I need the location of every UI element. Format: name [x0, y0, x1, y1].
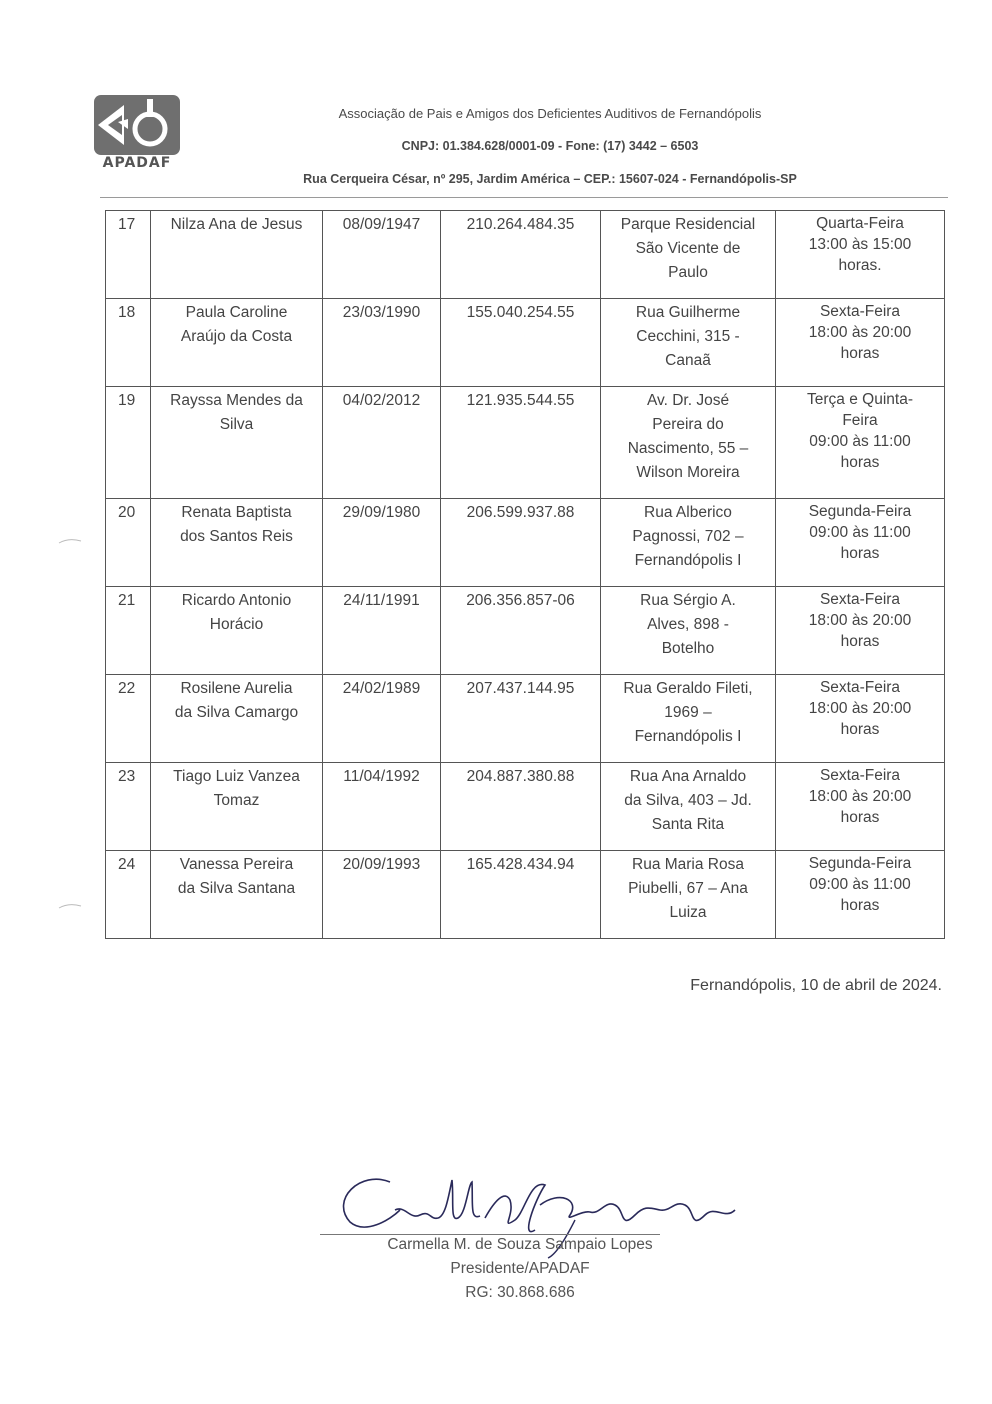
row-number-text: 17 [118, 216, 136, 233]
signatory-role: Presidente/APADAF [450, 1260, 590, 1277]
class-schedule-line: Sexta-Feira [819, 591, 901, 608]
student-address-line: São Vicente de [635, 240, 741, 257]
class-schedule [776, 851, 945, 939]
class-schedule-line: Segunda-Feira [808, 503, 912, 520]
student-name-line: Silva [219, 416, 254, 433]
class-schedule-line: Sexta-Feira [819, 679, 901, 696]
document-number [441, 211, 601, 299]
table-row [106, 675, 945, 763]
class-schedule-line: horas [840, 633, 880, 650]
class-schedule-line: Feira [842, 412, 878, 429]
student-name [151, 587, 323, 675]
class-schedule-line: 18:00 às 20:00 [808, 788, 912, 805]
row-number [106, 299, 151, 387]
apadaf-ear-logo-icon [94, 95, 180, 155]
student-name [151, 675, 323, 763]
document-number-text: 206.599.937.88 [466, 504, 575, 521]
class-schedule-line: Sexta-Feira [819, 767, 901, 784]
student-address-line: Fernandópolis I [634, 552, 742, 569]
org-contact: CNPJ: 01.384.628/0001-09 - Fone: (17) 3442 – 6503 [401, 139, 699, 153]
student-table [105, 210, 945, 939]
student-address [601, 851, 776, 939]
student-address-line: Alves, 898 - [647, 616, 729, 633]
birth-date-text: 20/09/1993 [342, 856, 421, 873]
student-name [151, 851, 323, 939]
row-number-text: 22 [118, 680, 136, 697]
class-schedule-line: 18:00 às 20:00 [808, 612, 912, 629]
student-name-line: Nilza Ana de Jesus [170, 216, 303, 233]
table-row [106, 587, 945, 675]
document-number [441, 299, 601, 387]
student-name-line: Ricardo Antonio [181, 592, 292, 609]
scan-hole-mark-icon [58, 538, 82, 544]
document-number-text: 121.935.544.55 [466, 392, 575, 409]
table-row [106, 299, 945, 387]
student-address-line: Paulo [668, 264, 708, 281]
class-schedule-line: 09:00 às 11:00 [809, 524, 911, 541]
class-schedule-line: 18:00 às 20:00 [808, 324, 912, 341]
student-name-line: dos Santos Reis [180, 528, 293, 545]
document-date: Fernandópolis, 10 de abril de 2024. [690, 977, 942, 994]
student-name-line: Paula Caroline [185, 304, 288, 321]
student-address [601, 587, 776, 675]
birth-date-text: 08/09/1947 [342, 216, 421, 233]
row-number-text: 19 [118, 392, 136, 409]
class-schedule-line: horas [840, 721, 880, 738]
row-number-text: 20 [118, 504, 136, 521]
org-name: Associação de Pais e Amigos dos Deficientes Auditivos de Fernandópolis [338, 106, 762, 121]
class-schedule-line: Segunda-Feira [808, 855, 912, 872]
student-address-line: da Silva, 403 – Jd. [624, 792, 752, 809]
birth-date-text: 24/11/1991 [343, 592, 420, 609]
class-schedule-line: horas [840, 809, 880, 826]
student-name [151, 763, 323, 851]
row-number-text: 21 [118, 592, 136, 609]
class-schedule [776, 299, 945, 387]
document-number-text: 165.428.434.94 [466, 856, 575, 873]
student-name-line: da Silva Camargo [174, 704, 299, 721]
table-row [106, 763, 945, 851]
birth-date [323, 851, 441, 939]
document-number-text: 155.040.254.55 [466, 304, 575, 321]
class-schedule-line: Sexta-Feira [819, 303, 901, 320]
signatory-rg: RG: 30.868.686 [465, 1284, 575, 1301]
birth-date-text: 24/02/1989 [342, 680, 421, 697]
student-address-line: Rua Sérgio A. [640, 592, 736, 609]
student-name [151, 387, 323, 499]
class-schedule [776, 763, 945, 851]
student-address-line: Nascimento, 55 – [627, 440, 749, 457]
document-number [441, 851, 601, 939]
student-address-line: Piubelli, 67 – Ana [628, 880, 748, 897]
row-number [106, 763, 151, 851]
student-address-line: Santa Rita [651, 816, 725, 833]
student-address [601, 387, 776, 499]
birth-date [323, 763, 441, 851]
document-number [441, 763, 601, 851]
student-name-line: Tomaz [213, 792, 260, 809]
birth-date [323, 387, 441, 499]
class-schedule-line: horas. [838, 257, 882, 274]
student-address-line: Fernandópolis I [634, 728, 742, 745]
student-address-line: 1969 – [664, 704, 712, 721]
class-schedule-line: 18:00 às 20:00 [808, 700, 912, 717]
table-row [106, 851, 945, 939]
student-address-line: Wilson Moreira [636, 464, 740, 481]
student-address-line: Pagnossi, 702 – [632, 528, 744, 545]
student-name [151, 211, 323, 299]
class-schedule-line: horas [840, 545, 880, 562]
class-schedule-line: horas [840, 897, 880, 914]
class-schedule [776, 499, 945, 587]
class-schedule [776, 387, 945, 499]
student-name-line: Horácio [209, 616, 264, 633]
birth-date [323, 499, 441, 587]
class-schedule-line: Quarta-Feira [816, 215, 904, 232]
row-number-text: 24 [118, 856, 136, 873]
document-number-text: 207.437.144.95 [466, 680, 575, 697]
student-address [601, 675, 776, 763]
student-name-line: da Silva Santana [177, 880, 296, 897]
student-address-line: Cecchini, 315 - [636, 328, 740, 345]
student-name-line: Araújo da Costa [180, 328, 293, 345]
student-address-line: Rua Geraldo Fileti, [623, 680, 753, 697]
class-schedule [776, 675, 945, 763]
row-number [106, 851, 151, 939]
document-number [441, 675, 601, 763]
birth-date-text: 23/03/1990 [342, 304, 421, 321]
student-address-line: Av. Dr. José [646, 392, 730, 409]
birth-date [323, 211, 441, 299]
document-number [441, 387, 601, 499]
signature-rule [320, 1234, 660, 1235]
row-number [106, 211, 151, 299]
student-address [601, 499, 776, 587]
student-address-line: Rua Alberico [644, 504, 732, 521]
header-divider [100, 197, 948, 198]
student-name-line: Vanessa Pereira [179, 856, 294, 873]
birth-date [323, 299, 441, 387]
class-schedule-line: 13:00 às 15:00 [808, 236, 912, 253]
student-table-body [106, 211, 945, 939]
birth-date [323, 675, 441, 763]
class-schedule-line: Terça e Quinta- [807, 391, 913, 408]
class-schedule-line: 09:00 às 11:00 [809, 433, 911, 450]
scan-hole-mark-icon [58, 903, 82, 909]
student-address [601, 299, 776, 387]
document-number [441, 499, 601, 587]
student-address-line: Rua Maria Rosa [632, 856, 744, 873]
row-number [106, 675, 151, 763]
student-address [601, 211, 776, 299]
logo-text: APADAF [102, 155, 172, 171]
class-schedule-line: horas [840, 454, 880, 471]
birth-date [323, 587, 441, 675]
birth-date-text: 29/09/1980 [342, 504, 421, 521]
org-address: Rua Cerqueira César, nº 295, Jardim América – CEP.: 15607-024 - Fernandópolis-SP [303, 172, 797, 186]
class-schedule-line: horas [840, 345, 880, 362]
row-number-text: 18 [118, 304, 136, 321]
row-number-text: 23 [118, 768, 136, 785]
student-name-line: Rosilene Aurelia [180, 680, 293, 697]
class-schedule-line: 09:00 às 11:00 [809, 876, 911, 893]
student-name-line: Tiago Luiz Vanzea [173, 768, 300, 785]
student-name [151, 299, 323, 387]
student-address-line: Botelho [661, 640, 715, 657]
apadaf-logo [92, 95, 182, 175]
class-schedule [776, 211, 945, 299]
student-name-line: Renata Baptista [181, 504, 292, 521]
student-address-line: Parque Residencial [620, 216, 756, 233]
row-number [106, 499, 151, 587]
table-row [106, 499, 945, 587]
student-address [601, 763, 776, 851]
document-number-text: 210.264.484.35 [466, 216, 575, 233]
table-row [106, 211, 945, 299]
signatory-name: Carmella M. de Souza Sampaio Lopes [387, 1236, 653, 1253]
document-number-text: 206.356.857-06 [466, 592, 575, 609]
document-number [441, 587, 601, 675]
table-row [106, 387, 945, 499]
student-address-line: Rua Ana Arnaldo [629, 768, 747, 785]
document-number-text: 204.887.380.88 [466, 768, 575, 785]
row-number [106, 387, 151, 499]
student-address-line: Rua Guilherme [635, 304, 741, 321]
student-address-line: Canaã [665, 352, 711, 369]
student-address-line: Pereira do [652, 416, 724, 433]
row-number [106, 587, 151, 675]
class-schedule [776, 587, 945, 675]
student-name [151, 499, 323, 587]
student-name-line: Rayssa Mendes da [170, 392, 303, 409]
birth-date-text: 04/02/2012 [342, 392, 421, 409]
birth-date-text: 11/04/1992 [343, 768, 420, 785]
student-address-line: Luiza [669, 904, 707, 921]
signature-block [300, 1160, 760, 1320]
